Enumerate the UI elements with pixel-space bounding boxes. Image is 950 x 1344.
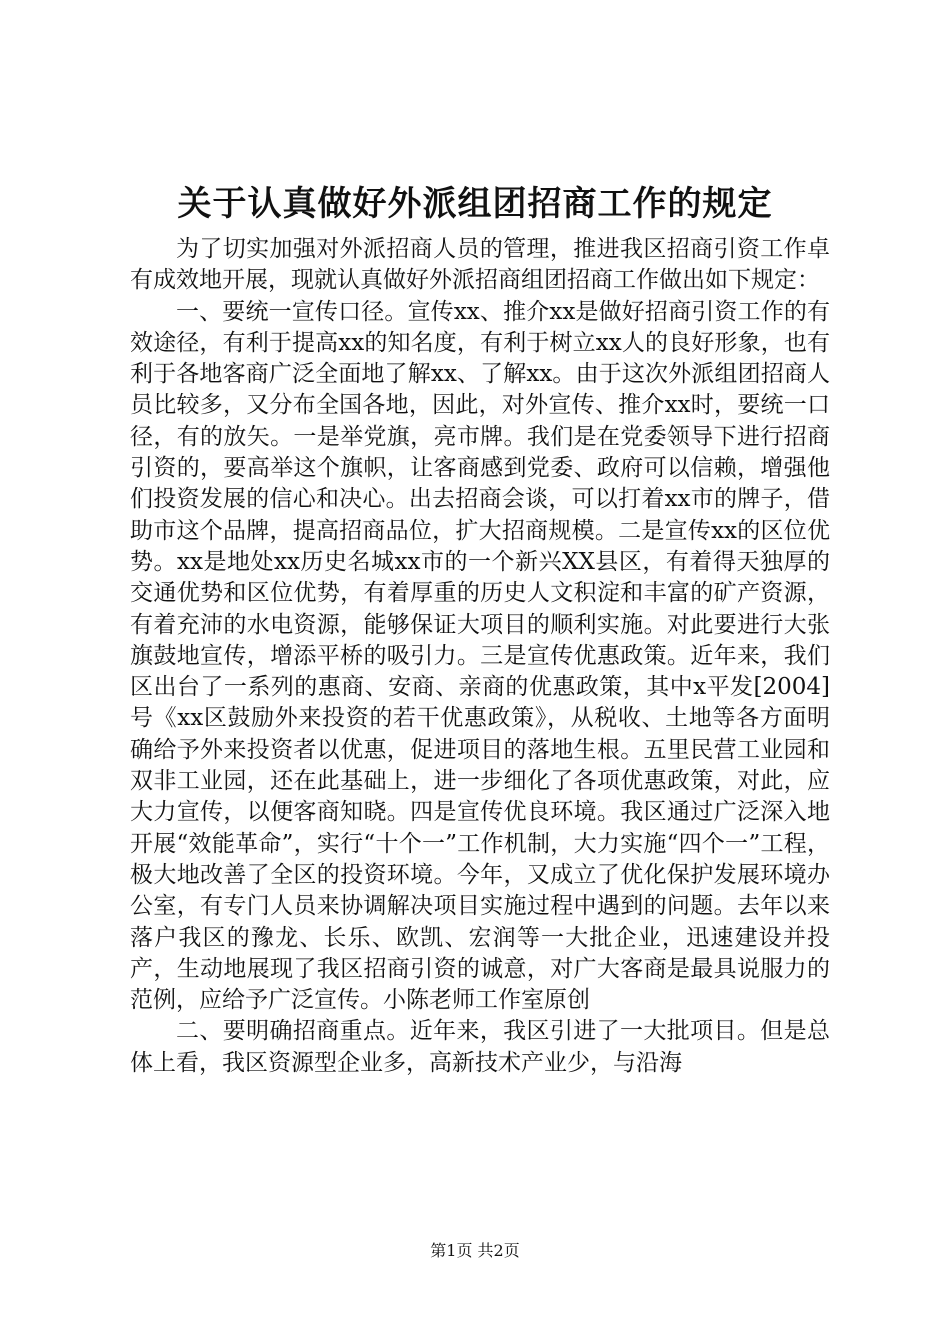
document-title: 关于认真做好外派组团招商工作的规定: [177, 184, 773, 224]
page-number-footer: 第1页 共2页: [430, 1241, 520, 1260]
paragraph-section-2: 二、要明确招商重点。近年来，我区引进了一大批项目。但是总体上看，我区资源型企业多，高新技术产业少，与沿海: [130, 1018, 830, 1076]
paragraph-intro: 为了切实加强对外派招商人员的管理，推进我区招商引资工作卓有成效地开展，现就认真做好外派招商组团招商工作做出如下规定：: [130, 236, 830, 294]
paragraph-section-1: 一、要统一宣传口径。宣传xx、推介xx是做好招商引资工作的有效途径，有利于提高xx的知名度，有利于树立xx人的良好形象，也有利于各地客商广泛全面地了解xx、了解xx。由于这次外派组团招商人员比较多，又分布全国各地，因此，对外宣传、推介xx时，要统一口径，有的放矢。一是举党旗，亮市牌。我们是在党委领导下进行招商引资的，要高举这个旗帜，让客商感到党委、政府可以信赖，增强他们投资发展的信心和决心。出去招商会谈，可以打着xx市的牌子，借助市这个品牌，提高招商品位，扩大招商规模。二是宣传xx的区位优势。xx是地处xx历史名城xx市的一个新兴XX县区，有着得天独厚的交通优势和区位优势，有着厚重的历史人文积淀和丰富的矿产资源，有着充沛的水电资源，能够保证大项目的顺利实施。对此要进行大张旗鼓地宣传，增添平桥的吸引力。三是宣传优惠政策。近年来，我们区出台了一系列的惠商、安商、亲商的优惠政策，其中x平发[2004]号《xx区鼓励外来投资的若干优惠政策》，从税收、土地等各方面明确给予外来投资者以优惠，促进项目的落地生根。五里民营工业园和双非工业园，还在此基础上，进一步细化了各项优惠政策，对此，应大力宣传，以便客商知晓。四是宣传优良环境。我区通过广泛深入地开展“效能革命”，实行“十个一”工作机制，大力实施“四个一”工程，极大地改善了全区的投资环境。今年，又成立了优化保护发展环境办公室，有专门人员来协调解决项目实施过程中遇到的问题。去年以来落户我区的豫龙、长乐、欧凯、宏润等一大批企业，迅速建设并投产，生动地展现了我区招商引资的诚意，对广大客商是最具说服力的范例，应给予广泛宣传。小陈老师工作室原创: [130, 298, 830, 1014]
document-body: [130, 234, 830, 1079]
